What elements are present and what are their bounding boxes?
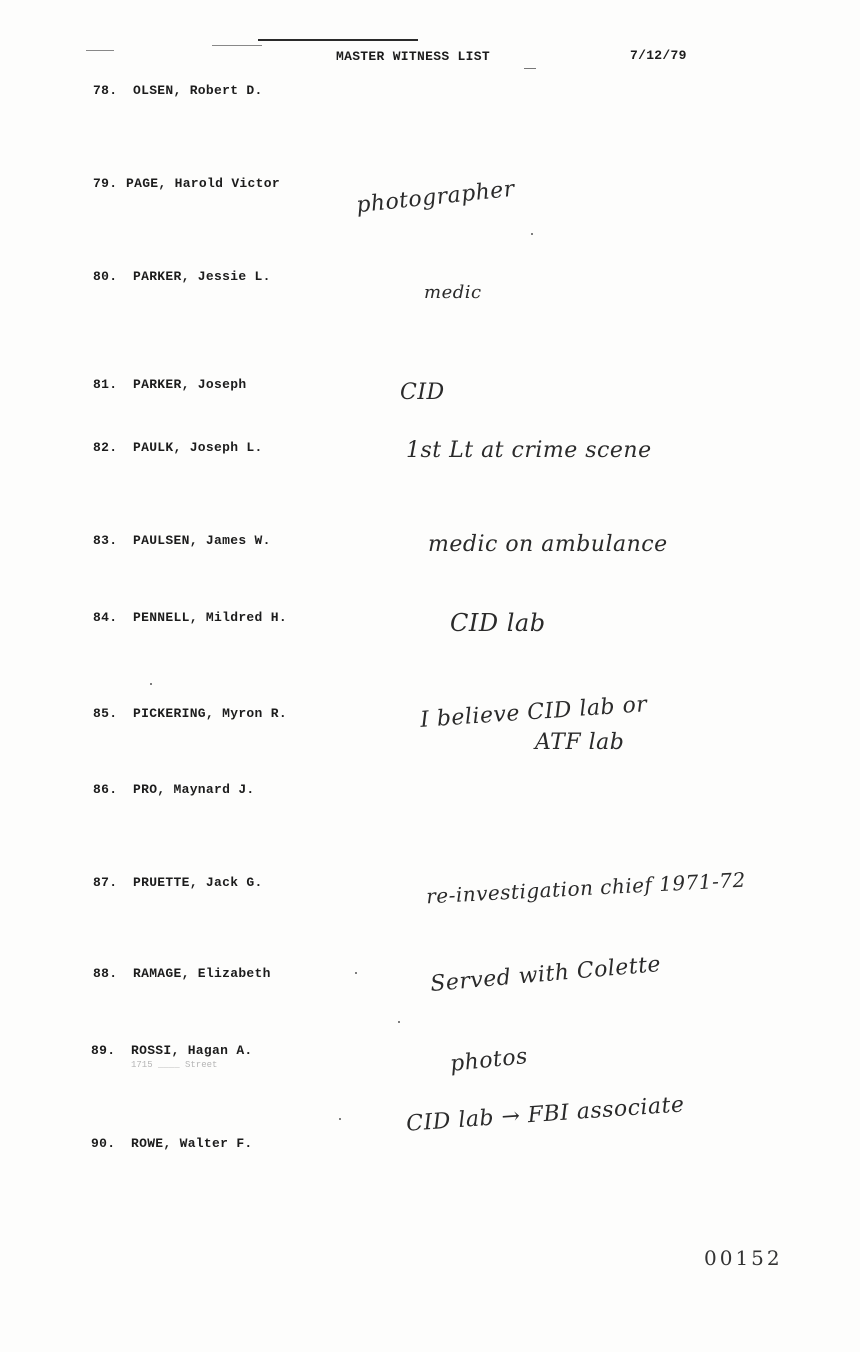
witness-name: PARKER, Jessie L. (133, 269, 271, 284)
header-rule (258, 39, 418, 41)
handwritten-note: Served with Colette (429, 951, 662, 998)
witness-name: OLSEN, Robert D. (133, 83, 263, 98)
scan-speck (150, 683, 152, 685)
witness-number: 80. (93, 269, 118, 284)
handwritten-note: medic on ambulance (428, 532, 668, 557)
witness-name: PAULK, Joseph L. (133, 440, 263, 455)
header-mark (86, 50, 114, 51)
witness-name: PICKERING, Myron R. (133, 706, 287, 721)
header-mark (212, 45, 262, 46)
witness-number: 83. (93, 533, 118, 548)
witness-number: 82. (93, 440, 118, 455)
witness-name: ROWE, Walter F. (131, 1136, 253, 1151)
witness-number: 79. (93, 176, 118, 191)
witness-name: PRUETTE, Jack G. (133, 875, 263, 890)
witness-name: PENNELL, Mildred H. (133, 610, 287, 625)
handwritten-note: photographer (355, 176, 516, 219)
handwritten-note-line2: ATF lab (535, 730, 625, 755)
witness-number: 81. (93, 377, 118, 392)
handwritten-note: CID (400, 380, 445, 405)
scan-speck (398, 1021, 400, 1023)
header-mark (524, 68, 536, 69)
handwritten-note: I believe CID lab or (419, 692, 649, 733)
witness-name: PRO, Maynard J. (133, 782, 255, 797)
witness-address: 1715 ____ Street (131, 1060, 218, 1070)
witness-name: RAMAGE, Elizabeth (133, 966, 271, 981)
document-title: MASTER WITNESS LIST (336, 49, 490, 64)
witness-number: 86. (93, 782, 118, 797)
witness-number: 84. (93, 610, 118, 625)
document-date: 7/12/79 (630, 48, 687, 63)
witness-name: PAGE, Harold Victor (126, 176, 280, 191)
page-number-stamp: 00152 (704, 1246, 783, 1270)
handwritten-note: re-investigation chief 1971-72 (425, 867, 747, 909)
handwritten-note: medic (424, 282, 482, 303)
witness-number: 85. (93, 706, 118, 721)
scan-speck (355, 972, 357, 974)
witness-number: 87. (93, 875, 118, 890)
witness-number: 78. (93, 83, 118, 98)
witness-name: ROSSI, Hagan A. (131, 1043, 253, 1058)
witness-name: PAULSEN, James W. (133, 533, 271, 548)
scan-speck (531, 233, 533, 235)
witness-name: PARKER, Joseph (133, 377, 247, 392)
witness-number: 90. (91, 1136, 116, 1151)
handwritten-note: 1st Lt at crime scene (406, 438, 652, 463)
scan-speck (339, 1118, 341, 1120)
witness-number: 89. (91, 1043, 116, 1058)
handwritten-note: photos (448, 1043, 529, 1078)
witness-number: 88. (93, 966, 118, 981)
handwritten-note: CID lab → FBI associate (405, 1092, 686, 1137)
handwritten-note: CID lab (450, 609, 546, 637)
